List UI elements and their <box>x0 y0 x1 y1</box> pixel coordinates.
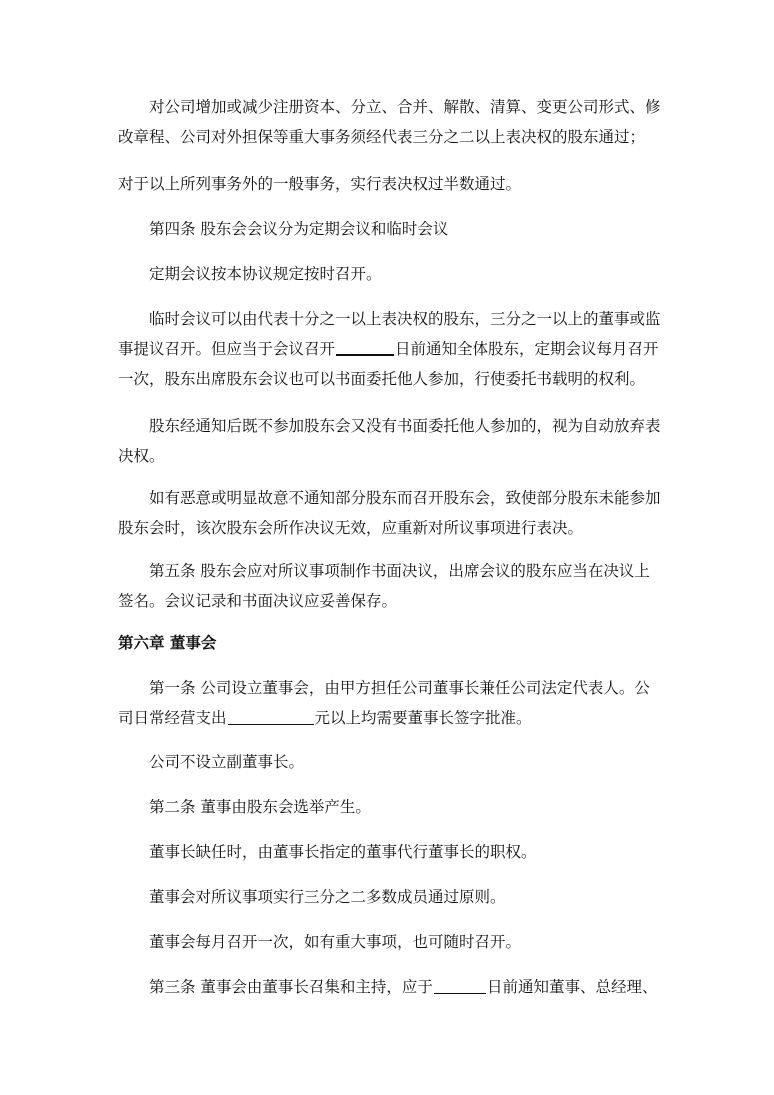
fill-in-blank-days[interactable] <box>336 338 394 356</box>
text-line: 第二条 董事由股东会选举产生。 <box>149 798 371 816</box>
text-line: 董事会每月召开一次，如有重大事项，也可随时召开。 <box>149 933 522 951</box>
chapter-6-article-1 <box>118 673 658 733</box>
text-line: 第一条 公司设立董事会，由甲方担任公司董事长兼任公司法定代表人。公 <box>149 679 650 697</box>
text-segment: 事提议召开。但应当于会议召开 <box>118 340 336 358</box>
text-segment: 日前通知董事、总经理、 <box>486 978 658 996</box>
paragraph-invalid-resolution <box>118 483 661 543</box>
paragraph-waiver <box>118 411 661 471</box>
text-line: 决权。 <box>118 447 165 465</box>
paragraph-interim-meeting <box>118 304 661 394</box>
article-4-heading <box>118 214 658 244</box>
text-line: 临时会议可以由代表十分之一以上表决权的股东，三分之一以上的董事或监 <box>149 310 661 328</box>
text-line: 对公司增加或减少注册资本、分立、合并、解散、清算、变更公司形式、修 <box>149 98 661 116</box>
paragraph-board-meetings <box>118 927 658 957</box>
text-line: 第五条 股东会应对所议事项制作书面决议，出席会议的股东应当在决议上 <box>149 562 650 580</box>
text-line: 对于以上所列事务外的一般事务，实行表决权过半数通过。 <box>118 175 522 193</box>
fill-in-blank-amount[interactable] <box>228 708 314 725</box>
chapter-6-article-2 <box>118 792 658 822</box>
article-5 <box>118 556 658 616</box>
text-line: 如有恶意或明显故意不通知部分股东而召开股东会，致使部分股东未能参加 <box>149 489 661 507</box>
text-line: 改章程、公司对外担保等重大事务须经代表三分之二以上表决权的股东通过； <box>118 128 646 146</box>
paragraph-capital-change <box>118 92 661 152</box>
text-segment: 日前通知全体股东，定期会议每月召开 <box>395 340 659 358</box>
text-segment: 元以上均需要董事长签字批准。 <box>314 709 532 727</box>
text-line: 第六章 董事会 <box>118 633 217 652</box>
text-line-with-blank <box>118 703 658 733</box>
paragraph-regular-meeting <box>118 259 658 289</box>
text-segment: 第三条 董事会由董事长召集和主持，应于 <box>149 978 433 996</box>
text-line: 股东经通知后既不参加股东会又没有书面委托他人参加的，视为自动放弃表 <box>149 417 661 435</box>
text-line: 定期会议按本协议规定按时召开。 <box>149 265 382 283</box>
chapter-6-heading <box>118 628 658 658</box>
text-line: 董事长缺任时，由董事长指定的董事代行董事长的职权。 <box>149 843 537 861</box>
paragraph-general-matters <box>118 169 658 199</box>
text-line-with-blank <box>118 334 658 364</box>
paragraph-board-voting <box>118 882 658 912</box>
paragraph-chairman-absence <box>118 837 658 867</box>
text-line-with-blank <box>118 972 658 1002</box>
text-line: 董事会对所议事项实行三分之二多数成员通过原则。 <box>149 888 506 906</box>
text-line: 签名。会议记录和书面决议应妥善保存。 <box>118 592 398 610</box>
text-line: 第四条 股东会会议分为定期会议和临时会议 <box>149 220 449 238</box>
text-segment: 司日常经营支出 <box>118 709 227 727</box>
paragraph-no-vice-chairman <box>118 747 658 777</box>
fill-in-blank-notice-days[interactable] <box>434 977 486 994</box>
text-line: 公司不设立副董事长。 <box>149 753 305 771</box>
text-line: 股东会时，该次股东会所作决议无效，应重新对所议事项进行表决。 <box>118 519 584 537</box>
chapter-6-article-3 <box>118 972 658 1002</box>
text-line: 一次，股东出席股东会议也可以书面委托他人参加，行使委托书载明的权利。 <box>118 370 646 388</box>
